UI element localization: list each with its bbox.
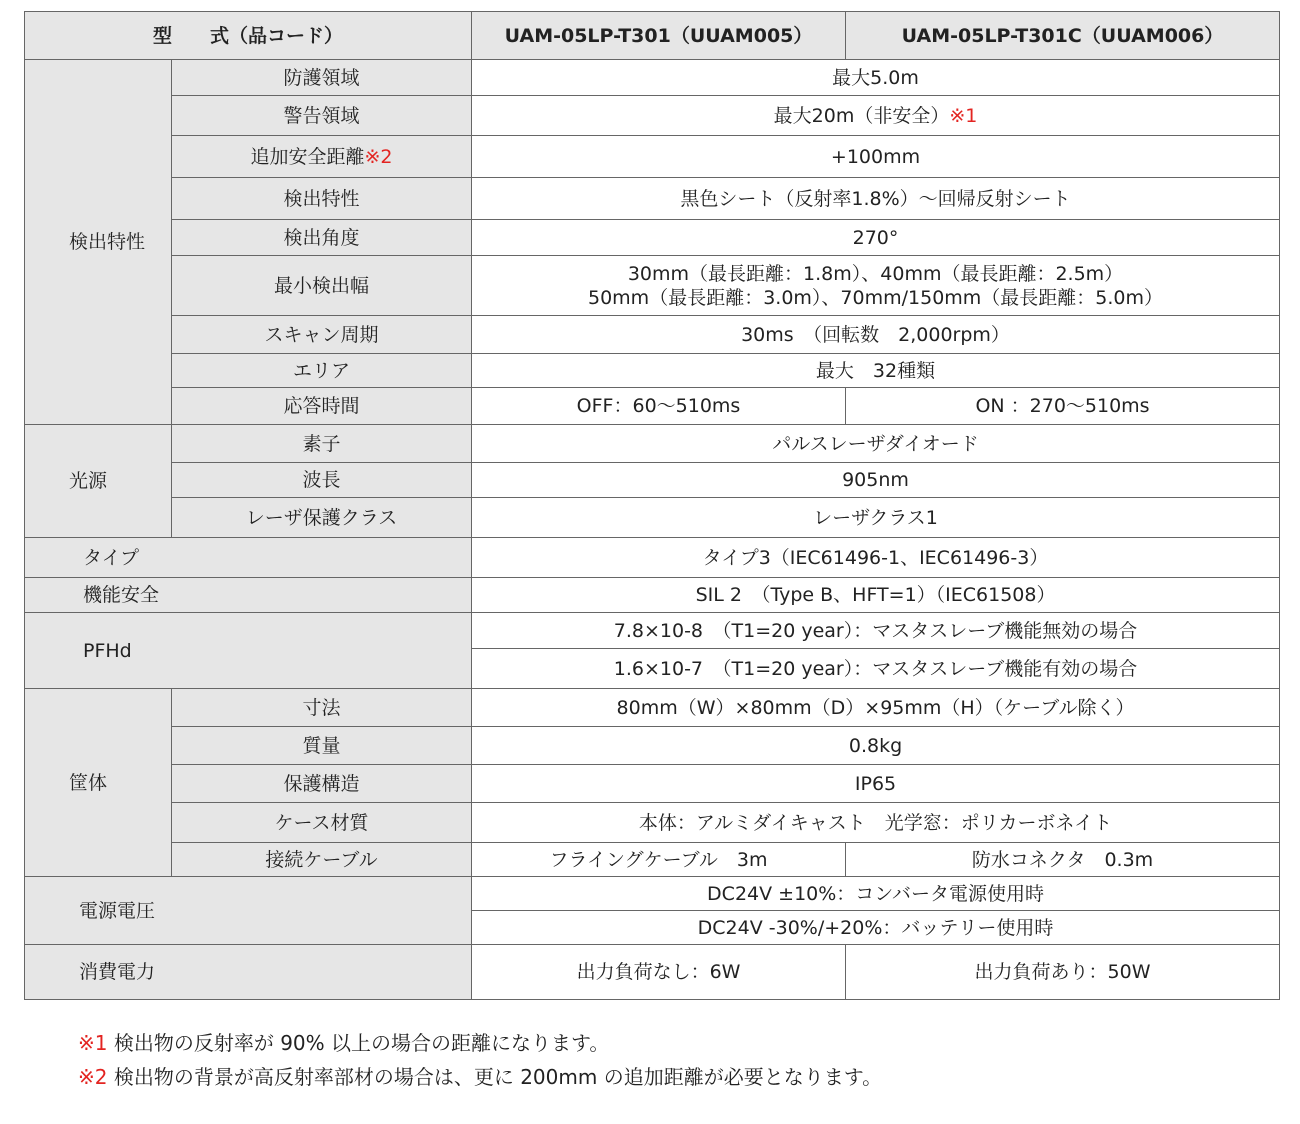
- row-label: 警告領域: [172, 96, 472, 136]
- row-label: エリア: [172, 354, 472, 388]
- table-row: [25, 877, 1280, 911]
- table-row: [25, 843, 1280, 877]
- row-label: 接続ケーブル: [172, 843, 472, 877]
- group-housing: 筐体: [25, 689, 172, 877]
- row-value-1: 出力負荷なし：6W: [472, 945, 846, 1000]
- row-value: 80mm（W）×80mm（D）×95mm（H）（ケーブル除く）: [472, 689, 1280, 727]
- table-row: [25, 136, 1280, 178]
- row-value: 0.8kg: [472, 727, 1280, 765]
- row-value: 270°: [472, 220, 1280, 256]
- row-value-1: OFF：60～510ms: [472, 388, 846, 425]
- row-value: レーザクラス1: [472, 498, 1280, 538]
- row-label: ケース材質: [172, 803, 472, 843]
- row-value-2: 1.6×10-7 （T1=20 year）：マスタスレーブ機能有効の場合: [472, 649, 1280, 689]
- footnotes: [78, 1026, 882, 1094]
- footnote-2: [78, 1060, 882, 1094]
- row-label: 最小検出幅: [172, 256, 472, 316]
- label-text: 追加安全距離: [250, 145, 365, 168]
- table-row: [25, 316, 1280, 354]
- table-row: [25, 538, 1280, 578]
- group-pfhd: PFHd: [25, 613, 472, 689]
- table-row: [25, 945, 1280, 1000]
- footnote-1: [78, 1026, 882, 1060]
- note-text: 検出物の背景が高反射率部材の場合は、更に 200mm の追加距離が必要となります。: [107, 1065, 883, 1089]
- group-light-source: 光源: [25, 425, 172, 538]
- model-1-header: UAM-05LP-T301（UUAM005）: [472, 12, 846, 60]
- model-header: 型 式（品コード）: [25, 12, 472, 60]
- group-power-consumption: 消費電力: [25, 945, 472, 1000]
- table-row: [25, 463, 1280, 498]
- header-row: [25, 12, 1280, 60]
- row-value-1: 7.8×10-8 （T1=20 year）：マスタスレーブ機能無効の場合: [472, 613, 1280, 649]
- note-text: 検出物の反射率が 90% 以上の場合の距離になります。: [107, 1031, 610, 1055]
- row-value-2: 出力負荷あり：50W: [846, 945, 1280, 1000]
- row-value-2: ON ：270～510ms: [846, 388, 1280, 425]
- group-detection: 検出特性: [25, 60, 172, 425]
- table-row: [25, 388, 1280, 425]
- table-row: [25, 96, 1280, 136]
- row-value-1: フライングケーブル 3m: [472, 843, 846, 877]
- row-label: 波長: [172, 463, 472, 498]
- value-line: 30mm（最長距離：1.8m）、40mm（最長距離：2.5m）: [627, 262, 1124, 285]
- table-row: [25, 354, 1280, 388]
- row-value: 本体：アルミダイキャスト 光学窓：ポリカーボネイト: [472, 803, 1280, 843]
- group-supply-voltage: 電源電圧: [25, 877, 472, 945]
- row-value: SIL 2 （Type B、HFT=1）（IEC61508）: [472, 578, 1280, 613]
- row-label: 保護構造: [172, 765, 472, 803]
- row-label: レーザ保護クラス: [172, 498, 472, 538]
- row-value-2: 防水コネクタ 0.3m: [846, 843, 1280, 877]
- row-label: [172, 136, 472, 178]
- note-mark: ※1: [949, 104, 978, 127]
- row-label: 検出角度: [172, 220, 472, 256]
- row-label: 素子: [172, 425, 472, 463]
- row-label: 寸法: [172, 689, 472, 727]
- row-label: 応答時間: [172, 388, 472, 425]
- table-row: [25, 578, 1280, 613]
- row-value: 最大 32種類: [472, 354, 1280, 388]
- row-value: パルスレーザダイオード: [472, 425, 1280, 463]
- value-text: 最大20m（非安全）: [773, 104, 950, 127]
- row-label: 質量: [172, 727, 472, 765]
- group-type: タイプ: [25, 538, 472, 578]
- note-mark: ※1: [78, 1031, 108, 1055]
- row-label: 検出特性: [172, 178, 472, 220]
- note-mark: ※2: [78, 1065, 108, 1089]
- row-value: [472, 256, 1280, 316]
- row-value: 30ms （回転数 2,000rpm）: [472, 316, 1280, 354]
- model-2-header: UAM-05LP-T301C（UUAM006）: [846, 12, 1280, 60]
- row-value: 黒色シート（反射率1.8%）～回帰反射シート: [472, 178, 1280, 220]
- group-functional-safety: 機能安全: [25, 578, 472, 613]
- spec-table: [24, 11, 1280, 1000]
- row-value: +100mm: [472, 136, 1280, 178]
- table-row: [25, 178, 1280, 220]
- value-line: 50mm（最長距離：3.0m）、70mm/150mm（最長距離：5.0m）: [588, 286, 1164, 309]
- row-value: [472, 96, 1280, 136]
- row-label: 防護領域: [172, 60, 472, 96]
- table-row: [25, 498, 1280, 538]
- table-row: [25, 60, 1280, 96]
- table-row: [25, 613, 1280, 649]
- note-mark: ※2: [364, 145, 393, 168]
- row-value: 905nm: [472, 463, 1280, 498]
- row-label: スキャン周期: [172, 316, 472, 354]
- table-row: [25, 220, 1280, 256]
- table-row: [25, 256, 1280, 316]
- row-value: 最大5.0m: [472, 60, 1280, 96]
- table-row: [25, 727, 1280, 765]
- row-value-1: DC24V ±10%：コンバータ電源使用時: [472, 877, 1280, 911]
- row-value: IP65: [472, 765, 1280, 803]
- table-row: [25, 425, 1280, 463]
- table-row: [25, 765, 1280, 803]
- row-value-2: DC24V -30%/+20%：バッテリー使用時: [472, 911, 1280, 945]
- table-row: [25, 689, 1280, 727]
- row-value: タイプ3（IEC61496-1、IEC61496-3）: [472, 538, 1280, 578]
- table-row: [25, 803, 1280, 843]
